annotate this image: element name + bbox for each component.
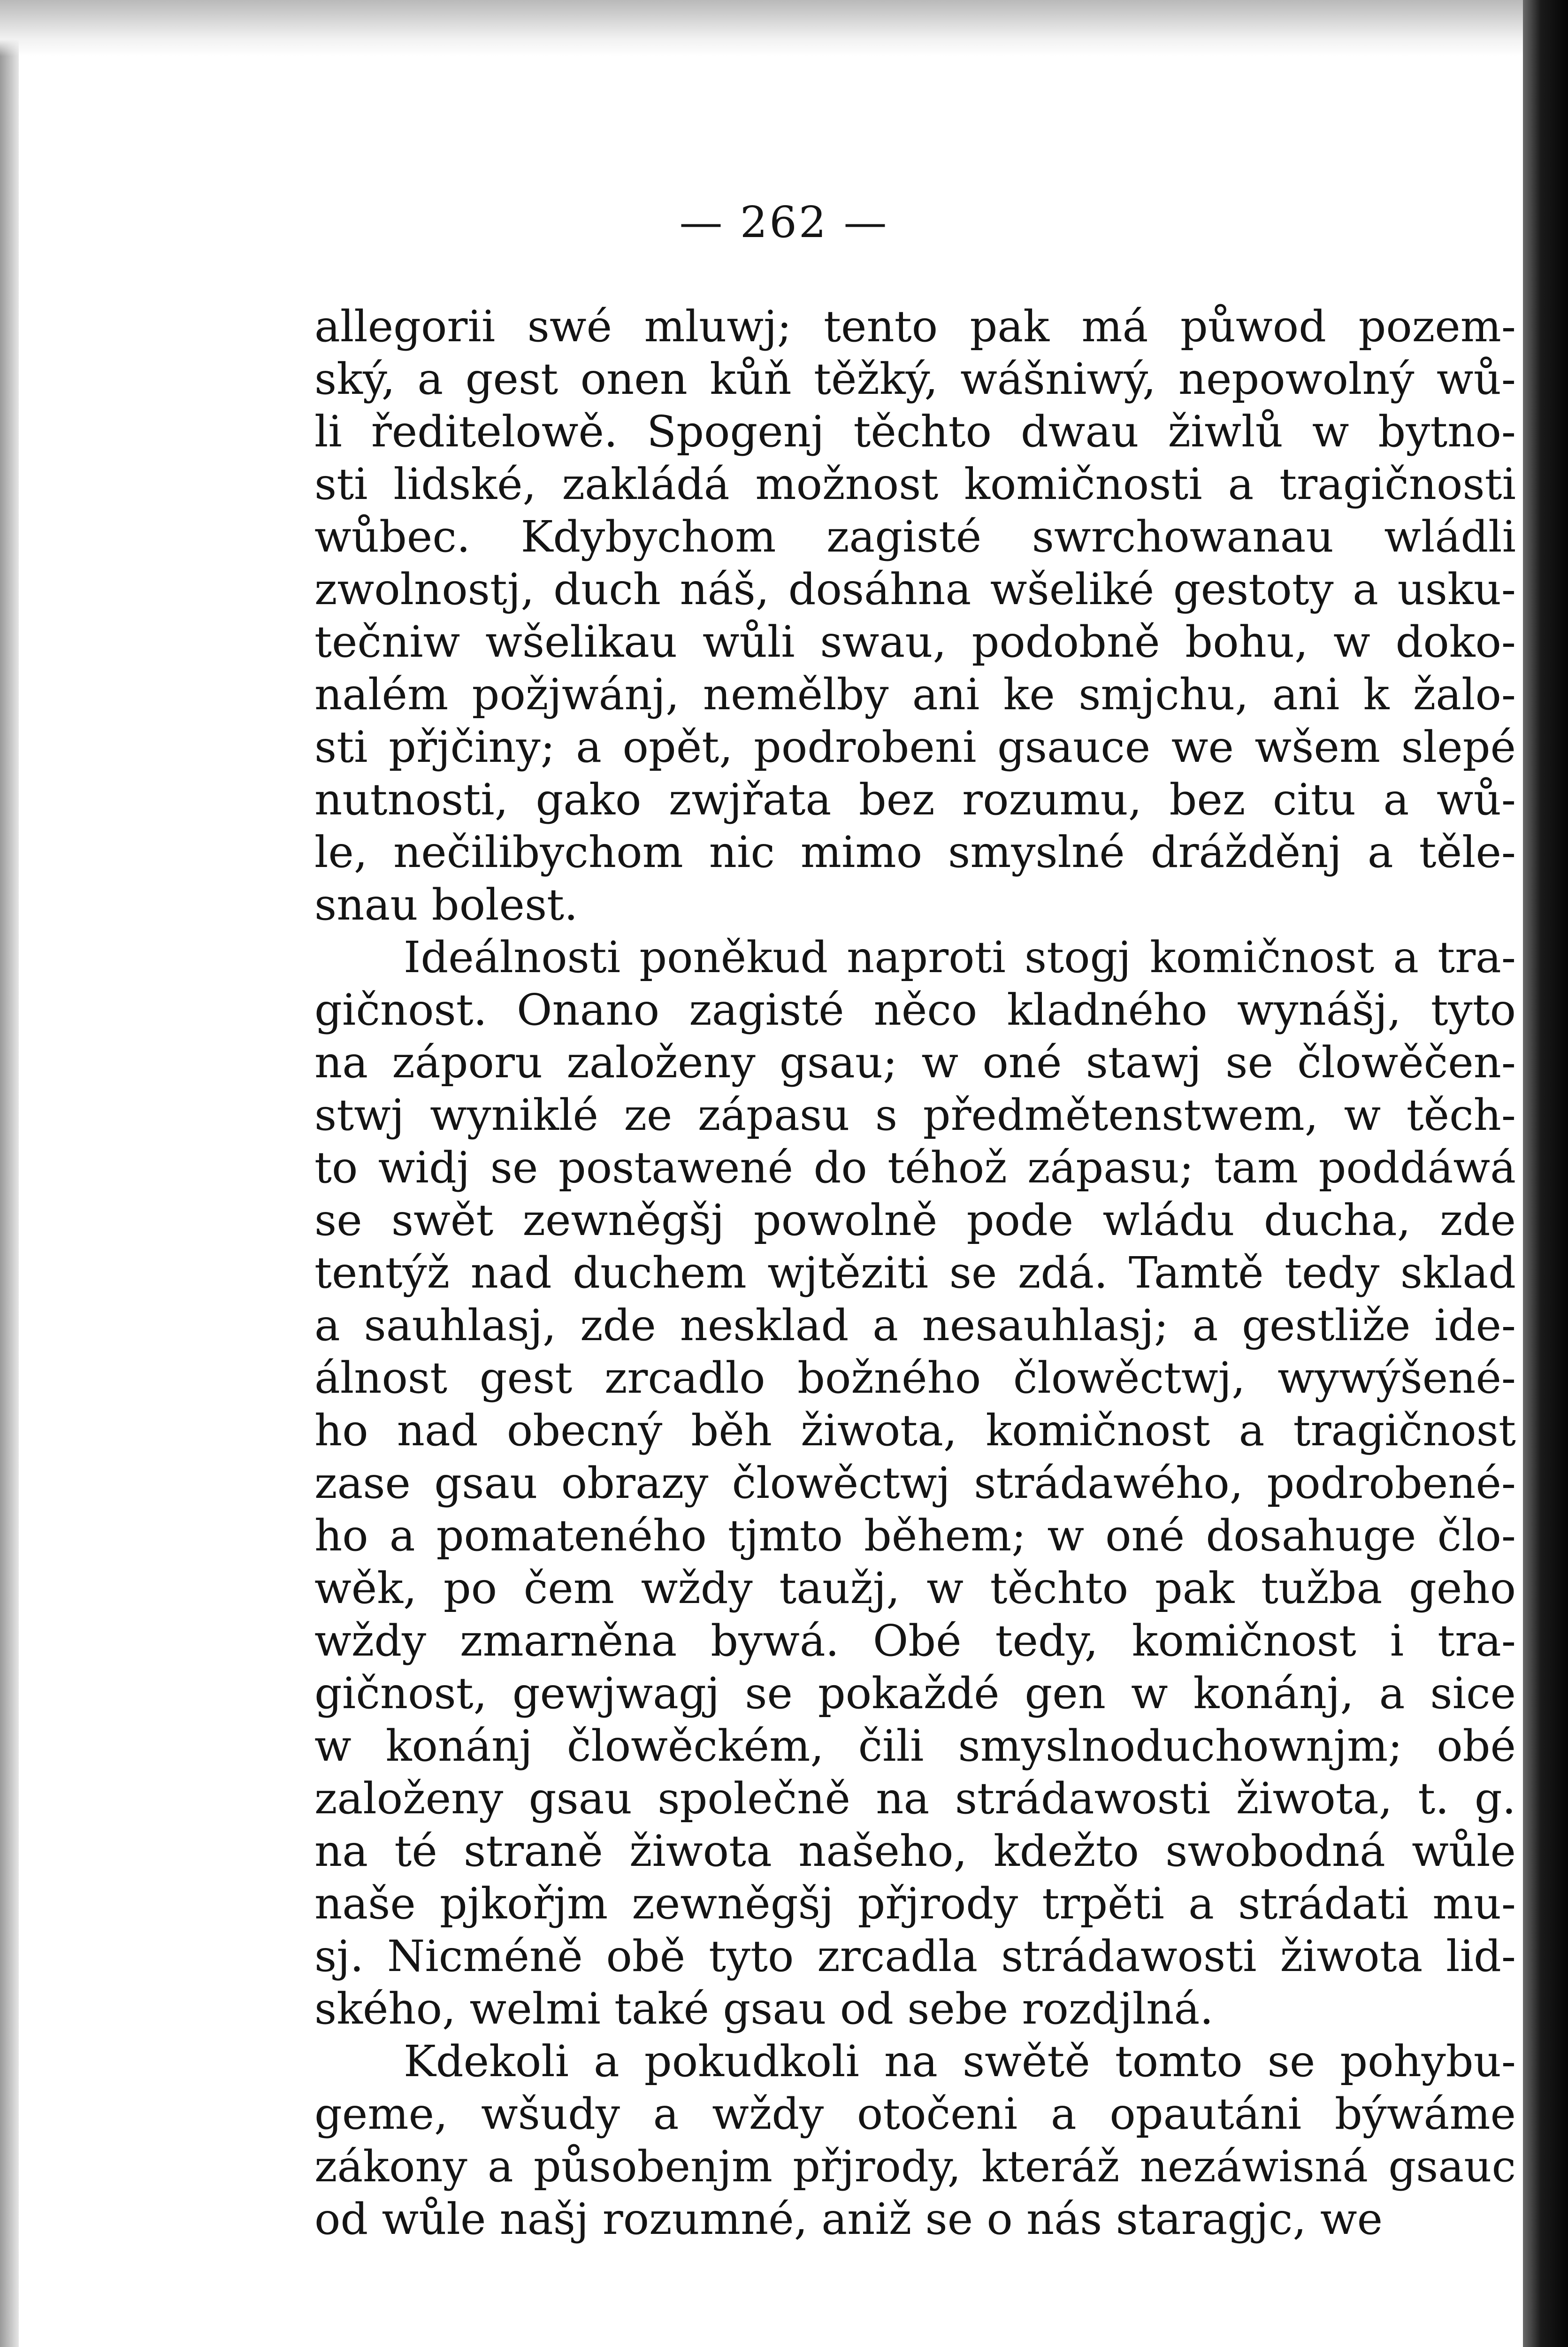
text-line: zase gsau obrazy člowěctwj strádawého, podrobené-	[314, 1458, 1516, 1508]
text-line: ho a pomateného tjmto během; w oné dosahuge člo-	[314, 1511, 1516, 1561]
text-line: li ředitelowě. Spogenj těchto dwau žiwlů w bytno-	[314, 407, 1516, 457]
top-page-edge-shadow	[0, 0, 1568, 56]
text-line: snau bolest.	[314, 880, 578, 930]
text-line: založeny gsau společně na strádawosti žiwota, t. g.	[314, 1773, 1516, 1824]
text-line: wždy zmarněna bywá. Obé tedy, komičnost i tra-	[314, 1616, 1516, 1666]
text-line: to widj se postawené do téhož zápasu; tam poddáwá	[314, 1143, 1516, 1193]
text-line: na záporu založeny gsau; w oné stawj se člowěčen-	[314, 1037, 1516, 1088]
text-line: w konánj člowěckém, čili smyslnoduchownjm; obé	[314, 1721, 1516, 1771]
text-line: álnost gest zrcadlo božného člowěctwj, wywýšené-	[314, 1353, 1516, 1403]
text-line: sti lidské, zakládá možnost komičnosti a tragičnosti	[314, 459, 1516, 509]
text-line: na té straně žiwota našeho, kdežto swobodná wůle	[314, 1826, 1516, 1876]
text-line: stwj wyniklé ze zápasu s předmětenstwem, w těch-	[314, 1090, 1516, 1140]
text-line: ho nad obecný běh žiwota, komičnost a tragičnost	[314, 1405, 1516, 1456]
text-line: nalém požjwánj, nemělby ani ke smjchu, ani k žalo-	[314, 669, 1516, 720]
right-binding-shadow	[1523, 0, 1568, 2347]
paragraph	[314, 2035, 1516, 2246]
paragraph	[314, 300, 1516, 931]
text-line: zákony a působenjm přjrody, kteráž nezáwisná gsauc	[314, 2141, 1516, 2192]
text-line: naše pjkořjm zewněgšj přjrody trpěti a strádati mu-	[314, 1879, 1516, 1929]
text-line: wěk, po čem wždy taužj, w těchto pak tužba geho	[314, 1563, 1516, 1613]
text-line: le, nečilibychom nic mimo smyslné drážděnj a těle-	[314, 827, 1516, 877]
paragraph	[314, 931, 1516, 2035]
body-text	[314, 300, 1516, 2246]
text-line: gičnost. Onano zagisté něco kladného wynášj, tyto	[314, 985, 1516, 1035]
text-line: ský, a gest onen kůň těžký, wášniwý, nepowolný wů-	[314, 354, 1516, 404]
text-line: sj. Nicméně obě tyto zrcadla strádawosti žiwota lid-	[314, 1931, 1516, 1981]
text-line: Ideálnosti poněkud naproti stogj komičnost a tra-	[404, 932, 1516, 982]
text-line: ského, welmi také gsau od sebe rozdjlná.	[314, 1984, 1214, 2034]
text-line: zwolnostj, duch náš, dosáhna wšeliké gestoty a usku-	[314, 564, 1516, 614]
left-page-edge-shadow	[0, 0, 19, 2347]
text-line: wůbec. Kdybychom zagisté swrchowanau wládli	[314, 512, 1516, 562]
text-line: od wůle našj rozumné, aniž se o nás staragjc, we	[314, 2194, 1383, 2244]
text-line: tentýž nad duchem wjtěziti se zdá. Tamtě tedy sklad	[314, 1248, 1516, 1298]
text-line: tečniw wšelikau wůli swau, podobně bohu, w doko-	[314, 617, 1516, 667]
text-line: nutnosti, gako zwjřata bez rozumu, bez citu a wů-	[314, 775, 1516, 825]
text-line: geme, wšudy a wždy otočeni a opautáni býwáme	[314, 2089, 1516, 2139]
text-line: a sauhlasj, zde nesklad a nesauhlasj; a gestliže ide-	[314, 1300, 1516, 1350]
text-line: sti přjčiny; a opět, podrobeni gsauce we wšem slepé	[314, 722, 1516, 772]
text-line: allegorii swé mluwj; tento pak má půwod pozem-	[314, 301, 1516, 352]
text-line: se swět zewněgšj powolně pode wládu ducha, zde	[314, 1195, 1516, 1245]
text-line: gičnost, gewjwagj se pokaždé gen w konánj, a sice	[314, 1668, 1516, 1718]
page-number: — 262 —	[679, 197, 889, 247]
text-line: Kdekoli a pokudkoli na swětě tomto se pohybu-	[404, 2036, 1516, 2086]
